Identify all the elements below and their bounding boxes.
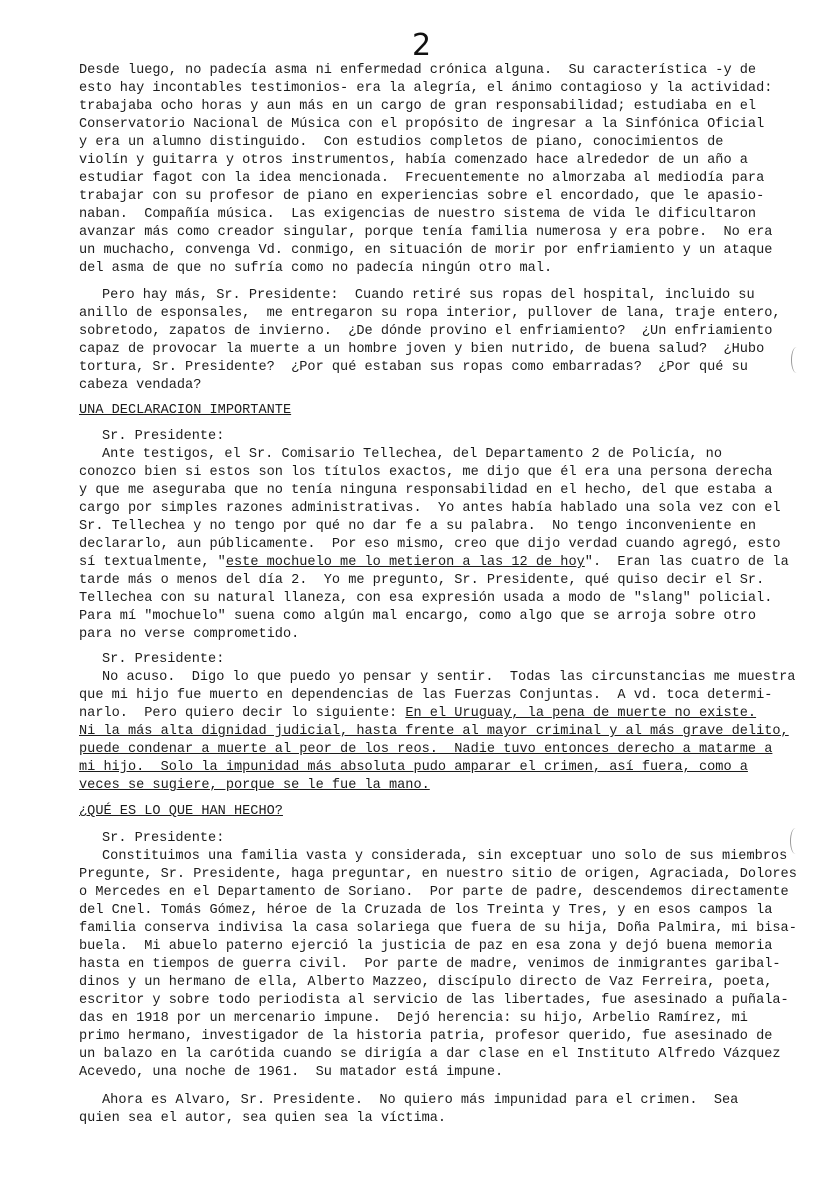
margin-mark (790, 828, 801, 854)
text-line: cargo por simples razones administrativas. Yo antes había hablado una sola vez con el (79, 501, 781, 516)
underlined-line: Ni la más alta dignidad judicial, hasta frente al mayor criminal y al más grave delito, (79, 724, 789, 739)
text-line: das en 1918 por un mercenario impune. Dejó herencia: su hijo, Arbelio Ramírez, mi (79, 1011, 748, 1026)
text-line: tortura, Sr. Presidente? ¿Por qué estaban sus ropas como embarradas? ¿Por qué su (79, 360, 748, 375)
text-line: Para mí "mochuelo" suena como algún mal encargo, como algo que se arroja sobre otro (79, 609, 757, 624)
salutation: Sr. Presidente: (102, 429, 225, 444)
text-line: que mi hijo fue muerto en dependencias de las Fuerzas Conjuntas. A vd. toca determi- (79, 688, 773, 703)
text-line: Conservatorio Nacional de Música con el propósito de ingresar a la Sinfónica Oficial (79, 117, 765, 132)
text-line: Constituimos una familia vasta y considerada, sin exceptuar uno solo de sus miembros (102, 849, 788, 864)
underlined-line: mi hijo. Solo la impunidad más absoluta pudo amparar el crimen, así fuera, como a (79, 760, 748, 775)
text-line: Acevedo, una noche de 1961. Su matador está impune. (79, 1065, 504, 1080)
text-fragment: ". Eran las cuatro de la (584, 555, 789, 570)
text-line: Ante testigos, el Sr. Comisario Tellechea, del Departamento 2 de Policía, no (102, 447, 722, 462)
text-line: Sr. Tellechea y no tengo por qué no dar fe a su palabra. No tengo inconveniente en (79, 519, 757, 534)
text-line: familia conserva indivisa la casa solariega que fuera de su hija, Doña Palmira, mi bisa- (79, 921, 797, 936)
margin-mark (791, 347, 802, 373)
text-line: conozco bien si estos son los títulos exactos, me dijo que él era una persona derecha (79, 465, 773, 480)
text-line: Ahora es Alvaro, Sr. Presidente. No quiero más impunidad para el crimen. Sea (102, 1093, 739, 1108)
section-heading: ¿QUÉ ES LO QUE HAN HECHO? (79, 804, 283, 819)
text-line: un muchacho, convenga Vd. conmigo, en situación de morir por enfriamiento y un ataque (79, 243, 773, 258)
text-line: hasta en tiempos de guerra civil. Por parte de madre, venimos de inmigrantes garibal- (79, 957, 781, 972)
page-number: 2 (412, 28, 432, 63)
salutation: Sr. Presidente: (102, 831, 225, 846)
text-line: quien sea el autor, sea quien sea la víctima. (79, 1111, 447, 1126)
text-line: estudiar fagot con la idea mencionada. Frecuentemente no almorzaba al mediodía para (79, 171, 765, 186)
text-line: trabajaba ocho horas y aun más en un cargo de gran responsabilidad; estudiaba en el (79, 99, 757, 114)
text-line: y era un alumno distinguido. Con estudios completos de piano, conocimientos de (79, 135, 724, 150)
text-line: naban. Compañía música. Las exigencias de nuestro sistema de vida le dificultaron (79, 207, 757, 222)
text-line-mixed (79, 705, 756, 722)
text-line: sobretodo, zapatos de invierno. ¿De dónde provino el enfriamiento? ¿Un enfriamiento (79, 324, 773, 339)
text-line: un balazo en la carótida cuando se dirigía a dar clase en el Instituto Alfredo Vázquez (79, 1047, 781, 1062)
text-line: del Cnel. Tomás Gómez, héroe de la Cruzada de los Treinta y Tres, y en esos campos la (79, 903, 773, 918)
text-line: anillo de esponsales, me entregaron su ropa interior, pullover de lana, traje entero, (79, 306, 781, 321)
text-line: No acuso. Digo lo que puedo yo pensar y sentir. Todas las circunstancias me muestra (102, 670, 796, 685)
text-line: tarde más o menos del día 2. Yo me pregunto, Sr. Presidente, qué quiso decir el Sr. (79, 573, 765, 588)
text-line: avanzar más como creador singular, porque tenía familia numerosa y era pobre. No era (79, 225, 773, 240)
text-line: primo hermano, investigador de la historia patria, profesor querido, fue asesinado de (79, 1029, 773, 1044)
text-line: dinos y un hermano de ella, Alberto Mazzeo, discípulo directo de Vaz Ferreira, poeta, (79, 975, 773, 990)
salutation: Sr. Presidente: (102, 652, 225, 667)
text-line: o Mercedes en el Departamento de Soriano. Por parte de padre, descendemos directamente (79, 885, 789, 900)
text-line: del asma de que no sufría como no padecía ningún otro mal. (79, 261, 553, 276)
text-fragment: narlo. Pero quiero decir lo siguiente: (79, 706, 406, 721)
text-line: buela. Mi abuelo paterno ejerció la justicia de paz en esa zona y dejó buena memoria (79, 939, 773, 954)
text-line: Desde luego, no padecía asma ni enfermedad crónica alguna. Su característica -y de (79, 63, 757, 78)
text-line: capaz de provocar la muerte a un hombre joven y bien nutrido, de buena salud? ¿Hubo (79, 342, 765, 357)
text-line: Pero hay más, Sr. Presidente: Cuando retiré sus ropas del hospital, incluido su (102, 288, 755, 303)
section-heading: UNA DECLARACION IMPORTANTE (79, 403, 292, 418)
text-line: violín y guitarra y otros instrumentos, había comenzado hace alrededor de un año a (79, 153, 748, 168)
text-line: trabajar con su profesor de piano en experiencias sobre el encordado, que le apasio- (79, 189, 765, 204)
underlined-quote: este mochuelo me lo metieron a las 12 de hoy (225, 555, 585, 570)
text-fragment: sí textualmente, " (79, 555, 226, 570)
text-line: declararlo, aun públicamente. Por eso mismo, creo que dijo verdad cuando agregó, esto (79, 537, 781, 552)
text-line: cabeza vendada? (79, 378, 202, 393)
text-line: escritor y sobre todo periodista al servicio de las libertades, fue asesinado a puñala- (79, 993, 789, 1008)
text-line: Tellechea con su natural llaneza, con esa expresión usada a modo de "slang" policial. (79, 591, 773, 606)
text-line: esto hay incontables testimonios- era la alegría, el ánimo contagioso y la actividad: (79, 81, 773, 96)
underlined-line: veces se sugiere, porque se le fue la mano. (79, 778, 430, 793)
text-line: Pregunte, Sr. Presidente, haga preguntar, en nuestro sitio de origen, Agraciada, Dolores (79, 867, 797, 882)
text-line: para no verse comprometido. (79, 627, 300, 642)
text-line: y que me aseguraba que no tenía ninguna responsabilidad en el hecho, del que estaba a (79, 483, 773, 498)
text-line-quote (79, 554, 789, 571)
underlined-text: En el Uruguay, la pena de muerte no existe. (405, 706, 757, 721)
underlined-line: puede condenar a muerte al peor de los reos. Nadie tuvo entonces derecho a matarme a (79, 742, 773, 757)
